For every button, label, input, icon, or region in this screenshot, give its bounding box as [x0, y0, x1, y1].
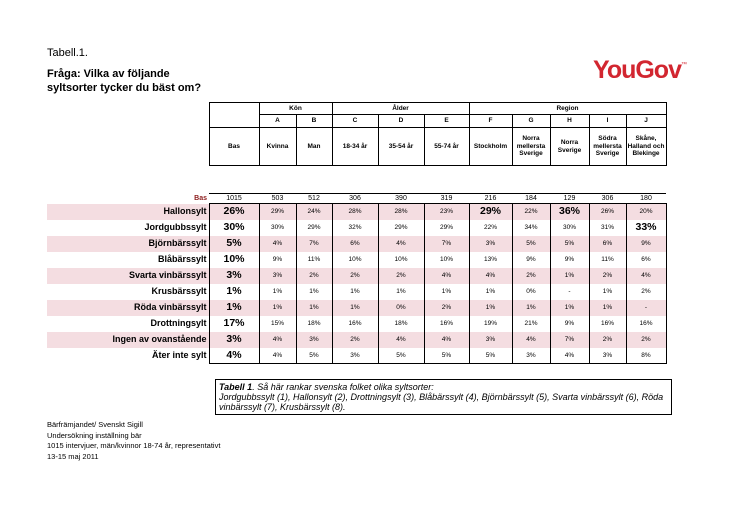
logo-text: YouGov — [593, 56, 681, 84]
row-value: 29% — [296, 220, 332, 236]
header-spacer — [47, 128, 209, 166]
row-value: 4% — [512, 332, 550, 348]
row-value: 26% — [589, 204, 626, 220]
header-letter: B — [296, 115, 332, 128]
header-column — [512, 128, 550, 166]
row-value: 1% — [296, 300, 332, 316]
header-letter: C — [332, 115, 378, 128]
row-value: 10% — [332, 252, 378, 268]
header-letter: A — [259, 115, 296, 128]
row-value: 3% — [512, 348, 550, 364]
row-value: 18% — [296, 316, 332, 332]
note-body: Jordgubbssylt (1), Hallonsylt (2), Drottningsylt (3), Blåbärssylt (4), Björnbärssylt (5), Svarta vinbärssylt (6), Röda vinbärssylt (7), Krusbärssylt (8). — [219, 392, 664, 412]
row-value: 1% — [378, 284, 424, 300]
header-column — [296, 128, 332, 166]
row-value: 5% — [469, 348, 512, 364]
header-column-line: Halland och — [627, 142, 665, 150]
table-row — [47, 300, 666, 316]
row-value: 20% — [626, 204, 666, 220]
row-value: 4% — [626, 268, 666, 284]
row-value: 4% — [259, 348, 296, 364]
header-group-1: Ålder — [332, 103, 469, 115]
row-value: - — [626, 300, 666, 316]
row-value: 29% — [469, 204, 512, 220]
header-column-line: 55-74 år — [434, 142, 459, 150]
header-column-line: Södra — [598, 135, 617, 143]
row-value: 1% — [259, 284, 296, 300]
row-label: Svarta vinbärssylt — [47, 268, 209, 284]
header-letter: J — [626, 115, 666, 128]
bas-value: 319 — [424, 194, 469, 204]
table-label: Tabell.1. — [47, 47, 88, 59]
header-column — [550, 128, 589, 166]
row-value: 28% — [378, 204, 424, 220]
row-value: 3% — [209, 268, 259, 284]
header-column-line: Sverige — [557, 146, 582, 154]
footer-line-sample: 1015 intervjuer, män/kvinnor 18-74 år, representativt — [47, 441, 221, 450]
header-column-line: Sverige — [519, 150, 543, 158]
row-value: 3% — [589, 348, 626, 364]
row-value: 5% — [209, 236, 259, 252]
row-value: 30% — [259, 220, 296, 236]
header-column-line: Sverige — [595, 150, 620, 158]
row-value: 1% — [424, 284, 469, 300]
header-column — [589, 128, 626, 166]
row-value: 2% — [626, 332, 666, 348]
table-row — [47, 236, 666, 252]
row-value: 3% — [209, 332, 259, 348]
row-value: 30% — [209, 220, 259, 236]
header-column — [332, 128, 378, 166]
header-letter: E — [424, 115, 469, 128]
header-group-0: Kön — [259, 103, 332, 115]
row-value: 2% — [378, 268, 424, 284]
row-value: 5% — [378, 348, 424, 364]
row-value: 1% — [550, 268, 589, 284]
row-value: 1% — [296, 284, 332, 300]
bas-row — [47, 194, 666, 204]
row-value: 4% — [469, 268, 512, 284]
row-value: 4% — [424, 268, 469, 284]
footer-line-date: 13-15 maj 2011 — [47, 451, 99, 461]
header-column — [424, 128, 469, 166]
header-column-line: Blekinge — [632, 150, 660, 158]
row-value: 4% — [209, 348, 259, 364]
row-value: 3% — [469, 332, 512, 348]
row-label: Hallonsylt — [47, 204, 209, 220]
header-column-line: Man — [307, 142, 321, 150]
row-value: 4% — [378, 332, 424, 348]
row-value: 8% — [626, 348, 666, 364]
bas-value: 503 — [259, 194, 296, 204]
row-value: 16% — [589, 316, 626, 332]
row-value: 2% — [332, 332, 378, 348]
spacer-cell — [47, 166, 666, 194]
footer-line-client: Bärfrämjandet/ Svenskt Sigill — [47, 420, 143, 429]
row-value: 18% — [378, 316, 424, 332]
row-value: 2% — [589, 332, 626, 348]
table-row — [47, 268, 666, 284]
summary-note-box — [215, 379, 672, 415]
row-label: Jordgubbssylt — [144, 221, 207, 232]
row-value: 0% — [378, 300, 424, 316]
table-row — [47, 348, 666, 364]
row-value: 1% — [332, 300, 378, 316]
table-row — [47, 332, 666, 348]
bas-label: Bas — [194, 194, 207, 202]
yougov-logo — [593, 56, 687, 85]
header-column-line: Bas — [228, 142, 240, 150]
header-column-line: Norra — [560, 139, 579, 146]
row-value: 1% — [259, 300, 296, 316]
header-spacer — [47, 103, 209, 115]
table-row — [47, 284, 666, 300]
row-value: 28% — [332, 204, 378, 220]
header-column — [209, 128, 259, 166]
row-value: 10% — [378, 252, 424, 268]
header-letter: I — [589, 115, 626, 128]
row-value: 22% — [469, 220, 512, 236]
row-value: 22% — [512, 204, 550, 220]
row-value: 23% — [424, 204, 469, 220]
row-value: 7% — [296, 236, 332, 252]
row-value: 29% — [424, 220, 469, 236]
row-value: 1% — [469, 284, 512, 300]
bas-value: 216 — [469, 194, 512, 204]
row-value: 1% — [512, 300, 550, 316]
row-label: Drottningsylt — [150, 317, 207, 328]
row-value: 2% — [512, 268, 550, 284]
header-letter: G — [512, 115, 550, 128]
table-row — [47, 220, 666, 236]
row-value: 17% — [209, 316, 259, 332]
row-value: 36% — [550, 204, 589, 220]
row-value: 1% — [469, 300, 512, 316]
table-row — [47, 204, 666, 220]
header-column-line: Stockholm — [473, 142, 508, 150]
bas-value: 306 — [332, 194, 378, 204]
row-value: 32% — [332, 220, 378, 236]
header-column — [378, 128, 424, 166]
bas-value: 180 — [626, 194, 666, 204]
question-text — [47, 67, 247, 95]
row-value: 1% — [589, 284, 626, 300]
row-label: Krusbärssylt — [151, 285, 207, 296]
header-letter: F — [469, 115, 512, 128]
row-label: Röda vinbärssylt — [47, 300, 209, 316]
row-value: 6% — [589, 236, 626, 252]
bas-value: 129 — [550, 194, 589, 204]
header-letter: D — [378, 115, 424, 128]
row-value: 30% — [550, 220, 589, 236]
footer-line-survey: Undersökning inställning bär — [47, 430, 142, 440]
header-letter: H — [550, 115, 589, 128]
header-column — [626, 128, 666, 166]
row-value: 6% — [626, 252, 666, 268]
row-value: 11% — [589, 252, 626, 268]
row-value: 10% — [424, 252, 469, 268]
bas-value: 512 — [296, 194, 332, 204]
results-table — [47, 102, 667, 364]
row-value: 4% — [378, 236, 424, 252]
header-column-line: Kvinna — [266, 142, 289, 150]
row-label: Äter inte sylt — [151, 349, 207, 360]
header-column-line: 35-54 år — [388, 142, 414, 150]
row-value: 2% — [589, 268, 626, 284]
table-row — [47, 316, 666, 332]
row-value: 11% — [296, 252, 332, 268]
row-value: 16% — [332, 316, 378, 332]
row-value: 16% — [424, 316, 469, 332]
row-value: 34% — [512, 220, 550, 236]
bas-value: 390 — [378, 194, 424, 204]
row-value: 4% — [424, 332, 469, 348]
header-group-row — [47, 103, 666, 115]
row-value: 2% — [296, 268, 332, 284]
row-value: 4% — [550, 348, 589, 364]
bas-value: 306 — [589, 194, 626, 204]
row-value: 9% — [512, 252, 550, 268]
row-value: 13% — [469, 252, 512, 268]
spacer-row — [47, 166, 666, 194]
row-value: 2% — [332, 268, 378, 284]
row-value: 19% — [469, 316, 512, 332]
row-label: Ingen av ovanstående — [47, 332, 209, 348]
row-value: 33% — [626, 220, 666, 236]
row-value: 4% — [259, 236, 296, 252]
row-value: 9% — [626, 236, 666, 252]
row-value: 3% — [469, 236, 512, 252]
footer-info — [47, 420, 220, 462]
row-value: 26% — [209, 204, 259, 220]
header-column — [469, 128, 512, 166]
row-value: 1% — [589, 300, 626, 316]
row-value: 3% — [296, 332, 332, 348]
row-value: 2% — [626, 284, 666, 300]
row-label: Björnbärssylt — [47, 236, 209, 252]
header-column-line: 18-34 år — [342, 142, 368, 150]
row-value: 24% — [296, 204, 332, 220]
row-value: 9% — [259, 252, 296, 268]
row-value: 3% — [259, 268, 296, 284]
row-value: 5% — [296, 348, 332, 364]
row-value: 4% — [259, 332, 296, 348]
header-column — [259, 128, 296, 166]
row-value: 29% — [259, 204, 296, 220]
row-value: 7% — [550, 332, 589, 348]
row-value: 1% — [209, 284, 259, 300]
row-value: 2% — [424, 300, 469, 316]
row-value: 1% — [550, 300, 589, 316]
note-intro: . Så här rankar svenska folket olika syltsorter: — [252, 382, 434, 392]
header-bas-letter — [209, 115, 259, 128]
row-value: 21% — [512, 316, 550, 332]
row-value: 15% — [259, 316, 296, 332]
row-value: 5% — [550, 236, 589, 252]
row-value: 9% — [550, 252, 589, 268]
header-spacer — [47, 115, 209, 128]
row-value: 7% — [424, 236, 469, 252]
table-row — [47, 252, 666, 268]
row-value: 31% — [589, 220, 626, 236]
row-value: 9% — [550, 316, 589, 332]
row-value: - — [550, 284, 589, 300]
question-line-1: Fråga: Vilka av följande — [47, 68, 170, 80]
note-title: Tabell 1 — [219, 382, 253, 392]
header-column-line: Skåne, — [635, 135, 657, 143]
question-line-2: syltsorter tycker du bäst om? — [47, 82, 202, 94]
header-column-line: Norra — [522, 135, 540, 143]
row-value: 3% — [332, 348, 378, 364]
row-value: 6% — [332, 236, 378, 252]
row-value: 5% — [512, 236, 550, 252]
logo-trademark: ™ — [680, 62, 687, 68]
header-bas-group — [209, 103, 259, 115]
bas-value: 184 — [512, 194, 550, 204]
bas-value: 1015 — [209, 194, 259, 204]
row-value: 29% — [378, 220, 424, 236]
header-column-line: mellersta — [516, 142, 546, 150]
row-label: Blåbärssylt — [157, 253, 207, 264]
header-letter-row — [47, 115, 666, 128]
row-value: 1% — [209, 300, 259, 316]
row-value: 1% — [332, 284, 378, 300]
header-column-row — [47, 128, 666, 166]
row-value: 5% — [424, 348, 469, 364]
row-value: 10% — [209, 252, 259, 268]
header-column-line: mellersta — [593, 142, 622, 150]
row-value: 16% — [626, 316, 666, 332]
row-value: 0% — [512, 284, 550, 300]
header-group-2: Region — [469, 103, 666, 115]
